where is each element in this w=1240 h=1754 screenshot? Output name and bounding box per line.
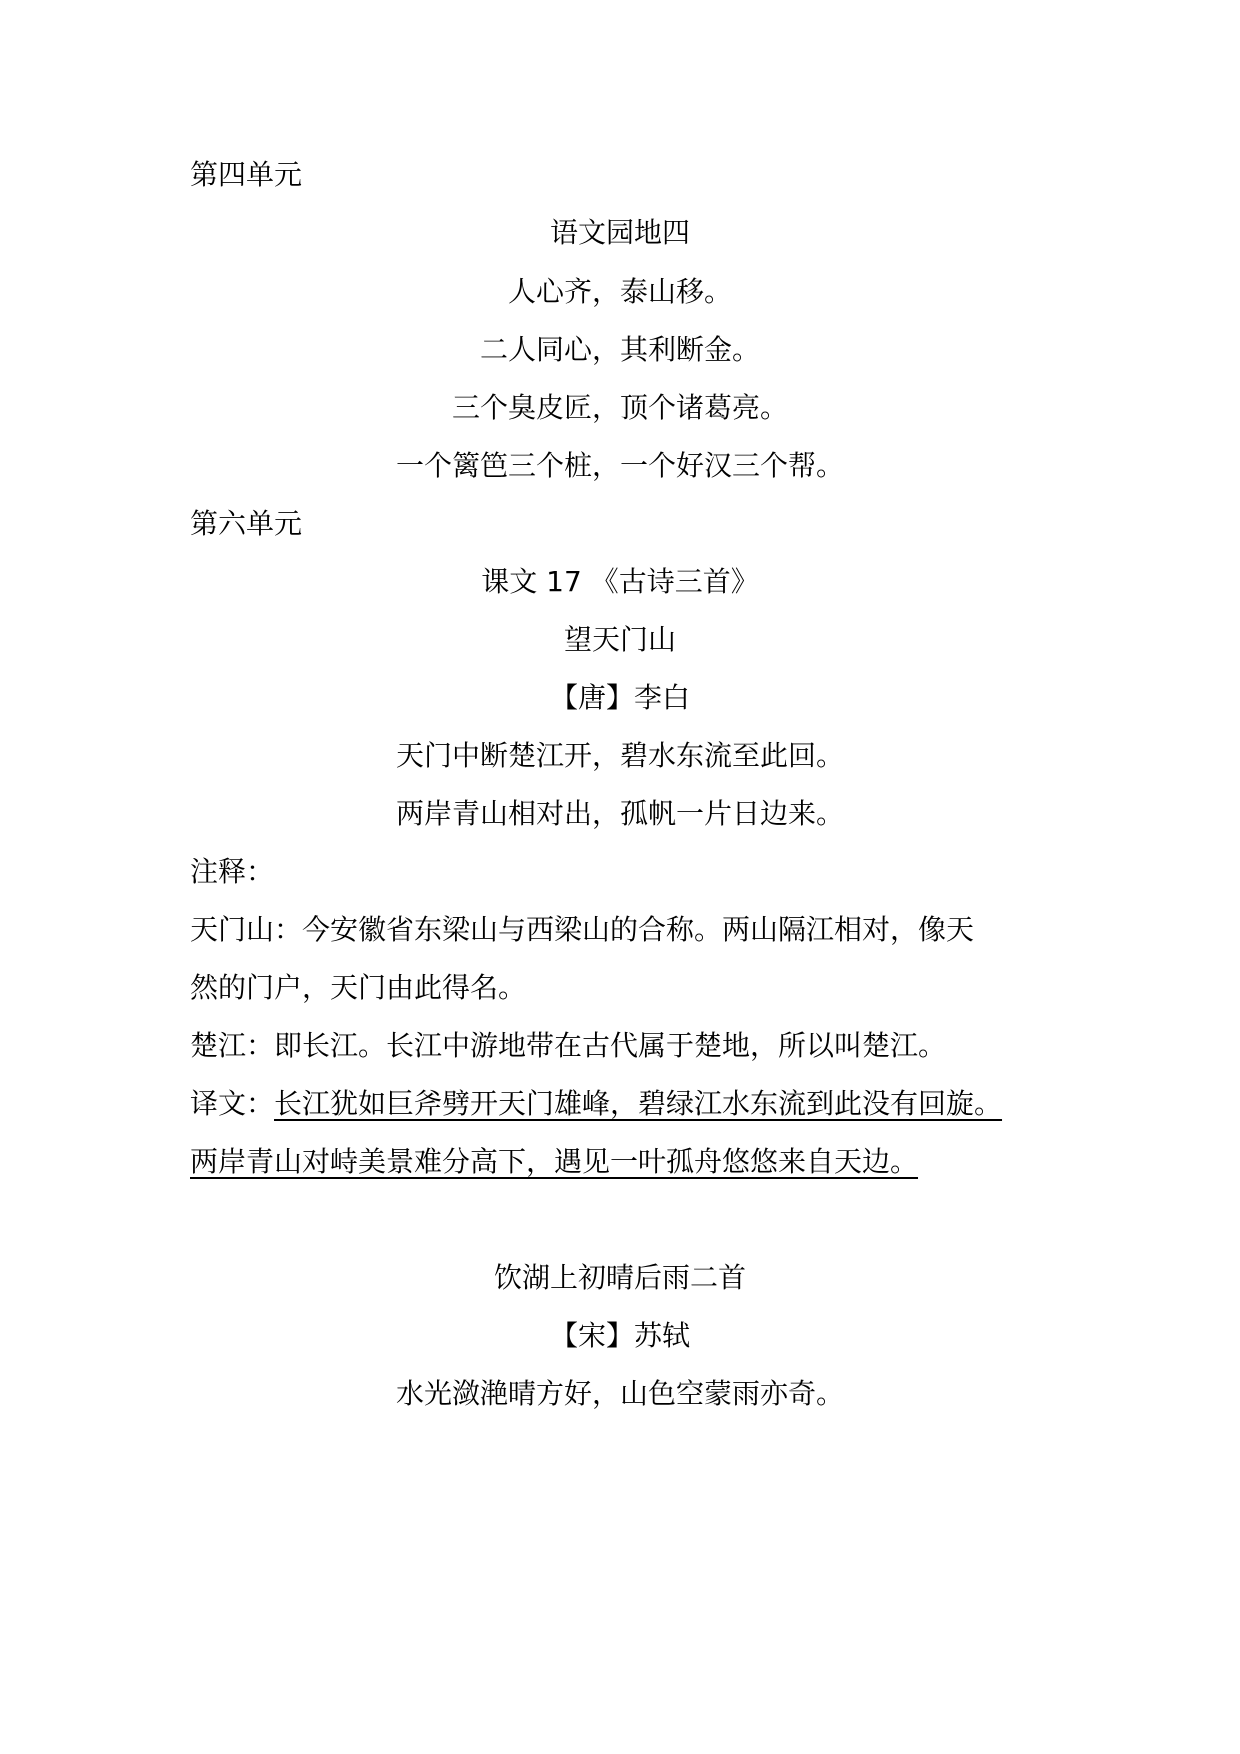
unit4-title: 语文园地四 <box>549 216 690 249</box>
poem1-author: 【唐】李白 <box>549 681 690 714</box>
lesson-title: 课文 17 《古诗三首》 <box>481 565 759 598</box>
poem1-title: 望天门山 <box>563 623 676 656</box>
translation-label: 译文： <box>190 1087 275 1120</box>
unit4-heading: 第四单元 <box>190 158 303 191</box>
translation-text: 两岸青山对峙美景难分高下，遇见一叶孤舟悠悠来自天边。 <box>190 1145 919 1178</box>
proverb-line: 三个臭皮匠，顶个诸葛亮。 <box>451 391 788 424</box>
note-chujiang: 楚江：即长江。长江中游地带在古代属于楚地，所以叫楚江。 <box>190 1029 947 1062</box>
translation-text: 长江犹如巨斧劈开天门雄峰，碧绿江水东流到此没有回旋。 <box>274 1087 1003 1120</box>
translation-line1 <box>190 1082 1090 1126</box>
proverb-line: 二人同心，其利断金。 <box>479 333 760 366</box>
proverb-line: 一个篱笆三个桩，一个好汉三个帮。 <box>395 449 844 482</box>
poem2-title: 饮湖上初晴后雨二首 <box>493 1261 746 1294</box>
note-tianmenshan-line2: 然的门户，天门由此得名。 <box>190 971 527 1004</box>
poem1-line: 两岸青山相对出，孤帆一片日边来。 <box>395 797 844 830</box>
poem2-author: 【宋】苏轼 <box>549 1319 690 1352</box>
note-tianmenshan-line1: 天门山：今安徽省东梁山与西梁山的合称。两山隔江相对，像天 <box>190 913 975 946</box>
unit6-heading: 第六单元 <box>190 507 303 540</box>
translation-line2 <box>190 1140 1090 1184</box>
notes-heading: 注释： <box>190 855 275 888</box>
proverb-line: 人心齐，泰山移。 <box>507 275 732 308</box>
poem1-line: 天门中断楚江开，碧水东流至此回。 <box>395 739 844 772</box>
poem2-line: 水光潋滟晴方好，山色空蒙雨亦奇。 <box>395 1377 844 1410</box>
